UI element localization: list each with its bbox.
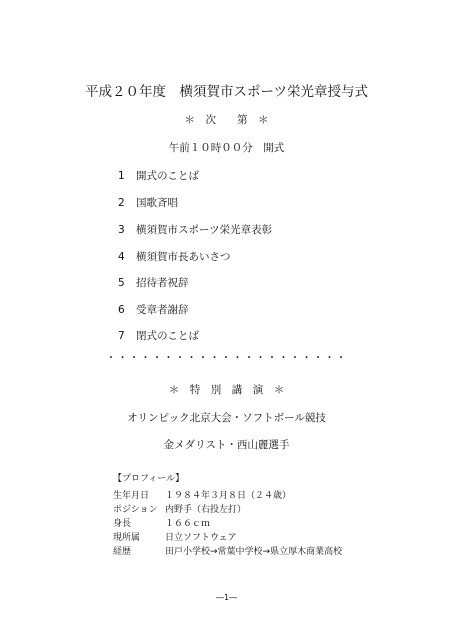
program-item-number: 1 <box>118 170 125 182</box>
program-item <box>118 302 189 317</box>
profile-row <box>113 488 291 501</box>
program-item-label: 横須賀市スポーツ栄光章表彰 <box>136 224 273 236</box>
program-item <box>118 222 272 237</box>
ceremony-title: 平成２０年度 横須賀市スポーツ栄光章授与式 <box>85 84 368 100</box>
profile-label: 経歴 <box>113 547 132 557</box>
program-item-label: 横須賀市長あいさつ <box>136 251 231 263</box>
program-item-number: 7 <box>118 330 125 342</box>
profile-row <box>113 502 246 515</box>
profile-row <box>113 516 210 529</box>
profile-label: 身長 <box>113 519 132 529</box>
program-item-number: 5 <box>118 277 125 289</box>
profile-value: １６６ｃｍ <box>165 519 211 529</box>
program-item <box>118 195 178 210</box>
lecture-event: オリンピック北京大会・ソフトボール競技 <box>127 412 326 424</box>
program-item-number: 3 <box>118 224 125 236</box>
program-item-label: 招待者祝辞 <box>136 277 189 289</box>
program-item <box>118 275 189 290</box>
program-heading: ＊ 次 第 ＊ <box>184 114 269 126</box>
profile-row <box>113 530 237 543</box>
program-item <box>118 249 231 264</box>
lecture-speaker: 金メダリスト・西山麗選手 <box>163 439 290 451</box>
profile-value: 田戸小学校→常葉中学校→県立厚木商業高校 <box>165 547 343 557</box>
program-item-label: 受章者謝辞 <box>136 304 189 316</box>
program-item <box>118 168 199 183</box>
opening-time: 午前１０時００分 開式 <box>168 142 285 154</box>
program-item-number: 6 <box>118 304 125 316</box>
profile-value: １９８４年３月８日（２４歳） <box>165 491 292 501</box>
profile-label: 現所属 <box>113 533 141 543</box>
program-item-number: 2 <box>118 197 125 209</box>
program-item-label: 開式のことば <box>136 170 199 182</box>
profile-heading: 【プロフィール】 <box>113 474 185 484</box>
profile-label: 生年月日 <box>113 491 150 501</box>
dotted-separator: ・・・・・・・・・・・・・・・・・・・・・ <box>105 352 348 364</box>
program-item-label: 国歌斉唱 <box>136 197 178 209</box>
page-number: ―1― <box>215 593 238 602</box>
program-item-number: 4 <box>118 251 125 263</box>
profile-value: 内野手（右投左打） <box>165 505 247 515</box>
lecture-heading: ＊ 特 別 講 演 ＊ <box>168 384 285 396</box>
program-item <box>118 328 199 343</box>
profile-row <box>113 544 342 557</box>
profile-value: 日立ソフトウェア <box>165 533 237 543</box>
program-item-label: 閉式のことば <box>136 330 199 342</box>
profile-label: ポジション <box>113 505 158 515</box>
